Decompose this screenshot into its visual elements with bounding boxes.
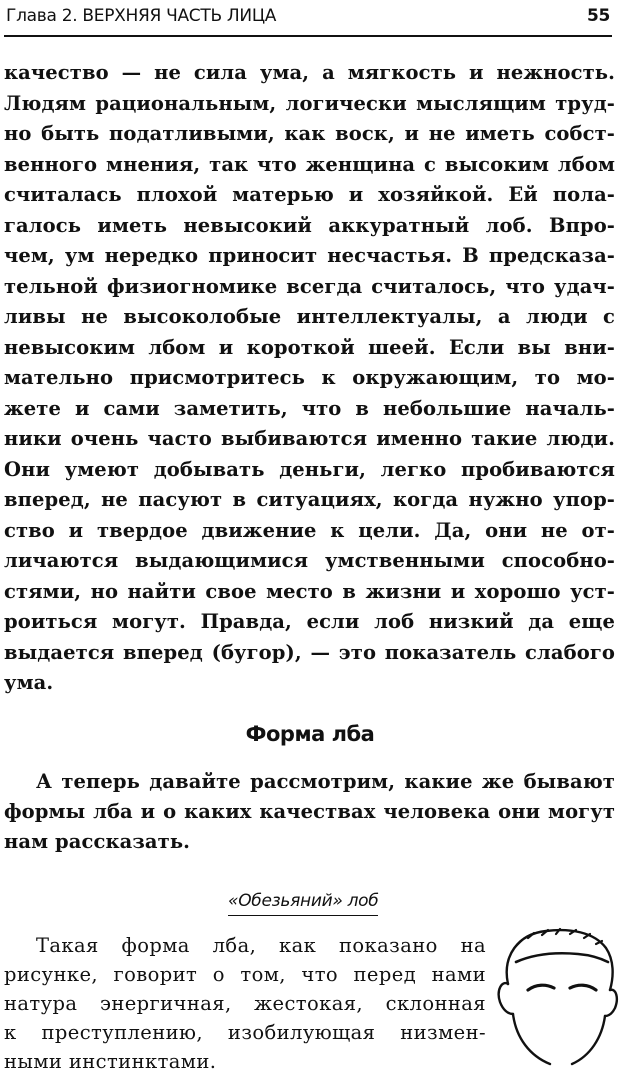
running-header bbox=[6, 2, 610, 30]
subsection-heading: «Обезьяний» лоб bbox=[228, 888, 378, 916]
text-line: вперед, не пасуют в ситуациях, когда нужно упор- bbox=[4, 488, 615, 511]
section-heading: Форма лба bbox=[245, 722, 375, 746]
text-line: рисунке, говорит о том, что перед нами bbox=[4, 963, 486, 986]
text-line: невысоким лбом и короткой шеей. Если вы вни- bbox=[4, 335, 615, 359]
text-line: к преступлению, изобилующая низмен- bbox=[4, 1021, 486, 1044]
hairline bbox=[516, 953, 608, 962]
text-line: но быть податливыми, как воск, и не иметь собст- bbox=[4, 122, 615, 145]
text-line: ливы не высоколобые интеллектуалы, а люди с bbox=[4, 305, 615, 328]
text-line: тельной физиогномике всегда считалось, что удач- bbox=[4, 274, 615, 298]
text-line: нам рассказать. bbox=[4, 830, 191, 853]
jaw-outline bbox=[513, 1014, 605, 1064]
text-line: качество — не сила ума, а мягкость и нежность. bbox=[4, 61, 615, 84]
text-line: Они умеют добывать деньги, легко пробиваются bbox=[4, 457, 615, 481]
text-line: Людям рациональным, логически мыслящим труд- bbox=[4, 91, 615, 115]
text-line: ники очень часто выбиваются именно такие люди. bbox=[4, 427, 615, 450]
text-line: мательно присмотритесь к окружающим, то мо- bbox=[4, 366, 615, 389]
text-line: А теперь давайте рассмотрим, какие же бывают bbox=[36, 770, 615, 793]
text-line: чем, ум нередко приносит несчастья. В предсказа- bbox=[4, 244, 615, 267]
text-line: жете и сами заметить, что в небольшие началь- bbox=[4, 396, 615, 420]
text-line: натура энергичная, жестокая, склонная bbox=[4, 992, 486, 1015]
text-line: венного мнения, так что женщина с высоким лбом bbox=[4, 152, 615, 176]
page-number: 55 bbox=[586, 6, 610, 26]
text-line: выдается вперед (бугор), — это показатель слабого bbox=[4, 640, 615, 664]
eyebrows bbox=[528, 985, 596, 990]
text-line: считалась плохой матерью и хозяйкой. Ей пола- bbox=[4, 183, 615, 206]
text-line: личаются выдающимися умственными способно- bbox=[4, 549, 615, 572]
text-line: роиться могут. Правда, если лоб низкий да еще bbox=[4, 610, 615, 633]
hair-strokes bbox=[516, 929, 602, 946]
text-line: ума. bbox=[4, 671, 54, 694]
text-line: ными инстинктами. bbox=[4, 1050, 217, 1073]
text-line: Такая форма лба, как показано на bbox=[36, 934, 486, 957]
header-divider bbox=[4, 35, 612, 37]
chapter-title: Глава 2. ВЕРХНЯЯ ЧАСТЬ ЛИЦА bbox=[6, 6, 277, 26]
text-line: галось иметь невысокий аккуратный лоб. Впро- bbox=[4, 213, 615, 237]
right-ear-icon bbox=[605, 990, 617, 1016]
left-ear-icon bbox=[499, 983, 513, 1014]
text-line: формы лба и о каких качествах человека они могут bbox=[4, 800, 615, 823]
text-line: стями, но найти свое место в жизни и хорошо уст- bbox=[4, 579, 615, 603]
monkey-forehead-illustration bbox=[494, 918, 620, 1068]
text-line: ство и твердое движение к цели. Да, они не от- bbox=[4, 518, 615, 542]
